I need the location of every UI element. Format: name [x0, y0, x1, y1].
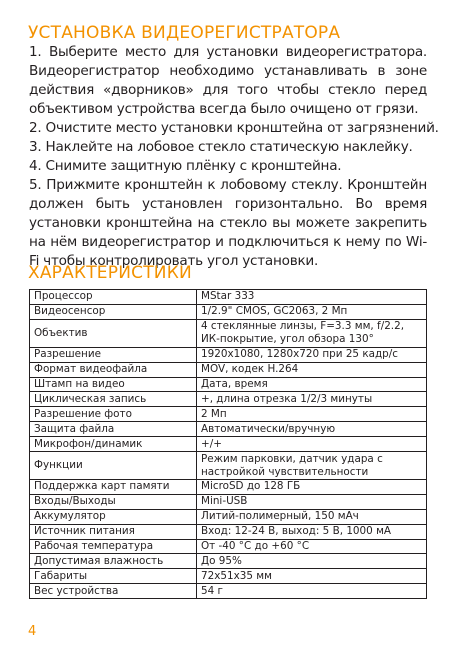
spec-row	[30, 362, 427, 377]
spec-row	[30, 509, 427, 524]
spec-row	[30, 480, 427, 495]
spec-key: Микрофон/динамик	[30, 437, 197, 452]
instruction-line: 2. Очистите место установки кронштейна от загрязнений.	[29, 120, 439, 136]
spec-row	[30, 422, 427, 437]
spec-value	[197, 480, 427, 495]
instruction-line: Fi чтобы контролировать угол установки.	[29, 253, 319, 269]
spec-row	[30, 407, 427, 422]
instruction-line: объективом устройства всегда было очищено от грязи.	[29, 101, 419, 117]
spec-value-line: Автоматически/вручную	[201, 422, 336, 435]
spec-value	[197, 554, 427, 569]
instruction-line: Видеорегистратор необходимо устанавливать в зоне	[29, 63, 427, 79]
spec-row	[30, 319, 427, 347]
spec-value	[197, 494, 427, 509]
spec-row	[30, 569, 427, 584]
spec-key: Источник питания	[30, 524, 197, 539]
spec-value	[197, 392, 427, 407]
spec-value-line: Режим парковки, датчик удара с	[201, 452, 383, 465]
spec-key: Разрешение	[30, 347, 197, 362]
spec-value-line: ИК-покрытие, угол обзора 130°	[201, 333, 374, 346]
spec-key: Формат видеофайла	[30, 362, 197, 377]
spec-key: Допустимая влажность	[30, 554, 197, 569]
spec-value-line: 1/2.9" CMOS, GC2063, 2 Мп	[201, 305, 348, 318]
spec-key: Аккумулятор	[30, 509, 197, 524]
installation-instructions	[29, 43, 439, 271]
spec-value-line: MicroSD до 128 ГБ	[201, 480, 301, 493]
spec-value-line: MStar 333	[201, 290, 255, 303]
spec-value	[197, 377, 427, 392]
spec-row	[30, 377, 427, 392]
spec-key: Видеосенсор	[30, 304, 197, 319]
spec-value	[197, 524, 427, 539]
spec-key: Рабочая температура	[30, 539, 197, 554]
spec-value-line: настройкой чувствительности	[201, 465, 369, 478]
spec-row	[30, 554, 427, 569]
specifications-heading: ХАРАКТЕРИСТИКИ	[28, 263, 192, 283]
spec-value	[197, 569, 427, 584]
installation-heading: УСТАНОВКА ВИДЕОРЕГИСТРАТОРА	[28, 23, 341, 43]
spec-key: Защита файла	[30, 422, 197, 437]
spec-value	[197, 290, 427, 305]
spec-row	[30, 494, 427, 509]
instruction-line: действия «дворников» для того чтобы стекло перед	[29, 82, 427, 98]
spec-key: Разрешение фото	[30, 407, 197, 422]
spec-key: Объектив	[30, 319, 197, 347]
spec-row	[30, 524, 427, 539]
spec-value-line: 54 г	[201, 584, 223, 597]
spec-value	[197, 304, 427, 319]
spec-value	[197, 539, 427, 554]
spec-key: Функции	[30, 452, 197, 480]
spec-value-line: 2 Мп	[201, 407, 227, 420]
spec-key: Поддержка карт памяти	[30, 480, 197, 495]
spec-value	[197, 437, 427, 452]
spec-row	[30, 392, 427, 407]
spec-value	[197, 347, 427, 362]
spec-row	[30, 452, 427, 480]
spec-value-line: Дата, время	[201, 378, 268, 390]
spec-value-line: Mini-USB	[201, 495, 248, 508]
spec-key: Вес устройства	[30, 584, 197, 599]
instruction-line: 1. Выберите место для установки видеорегистратора.	[29, 44, 427, 60]
spec-row	[30, 304, 427, 319]
spec-row	[30, 539, 427, 554]
spec-value	[197, 362, 427, 377]
spec-key: Габариты	[30, 569, 197, 584]
spec-value-line: Литий-полимерный, 150 мАч	[201, 510, 359, 523]
page-number: 4	[28, 624, 37, 639]
spec-row	[30, 584, 427, 599]
instruction-line: должен быть установлен горизонтально. Во время	[29, 196, 427, 212]
spec-row	[30, 437, 427, 452]
spec-key: Процессор	[30, 290, 197, 305]
spec-value	[197, 422, 427, 437]
spec-value	[197, 319, 427, 347]
spec-value-line: 4 стеклянные линзы, F=3.3 мм, f/2.2,	[201, 320, 405, 333]
spec-key: Штамп на видео	[30, 377, 197, 392]
instruction-line: на нём видеорегистратор и подключиться к нему по Wi-	[29, 234, 427, 250]
instruction-line: 5. Прижмите кронштейн к лобовому стеклу. Кронштейн	[29, 177, 427, 193]
spec-value-line: +, длина отрезка 1/2/3 минуты	[201, 392, 373, 405]
specifications-table	[29, 289, 427, 599]
spec-value	[197, 452, 427, 480]
spec-value-line: MOV, кодек H.264	[201, 363, 299, 376]
spec-value-line: 1920x1080, 1280x720 при 25 кадр/с	[201, 348, 398, 361]
spec-value	[197, 509, 427, 524]
spec-key: Циклическая запись	[30, 392, 197, 407]
spec-value-line: 72x51x35 мм	[201, 569, 272, 582]
spec-value-line: Вход: 12-24 В, выход: 5 В, 1000 мА	[201, 525, 392, 538]
spec-value-line: От -40 °C до +60 °C	[201, 540, 310, 553]
instruction-line: 3. Наклейте на лобовое стекло статическую наклейку.	[29, 139, 413, 155]
spec-key: Входы/Выходы	[30, 494, 197, 509]
spec-value	[197, 584, 427, 599]
spec-value	[197, 407, 427, 422]
instruction-line: 4. Снимите защитную плёнку с кронштейна.	[29, 158, 342, 174]
instruction-line: установки кронштейна на стекло вы можете закрепить	[29, 215, 427, 231]
spec-row	[30, 290, 427, 305]
spec-value-line: +/+	[201, 437, 222, 450]
spec-row	[30, 347, 427, 362]
spec-value-line: До 95%	[201, 554, 242, 567]
